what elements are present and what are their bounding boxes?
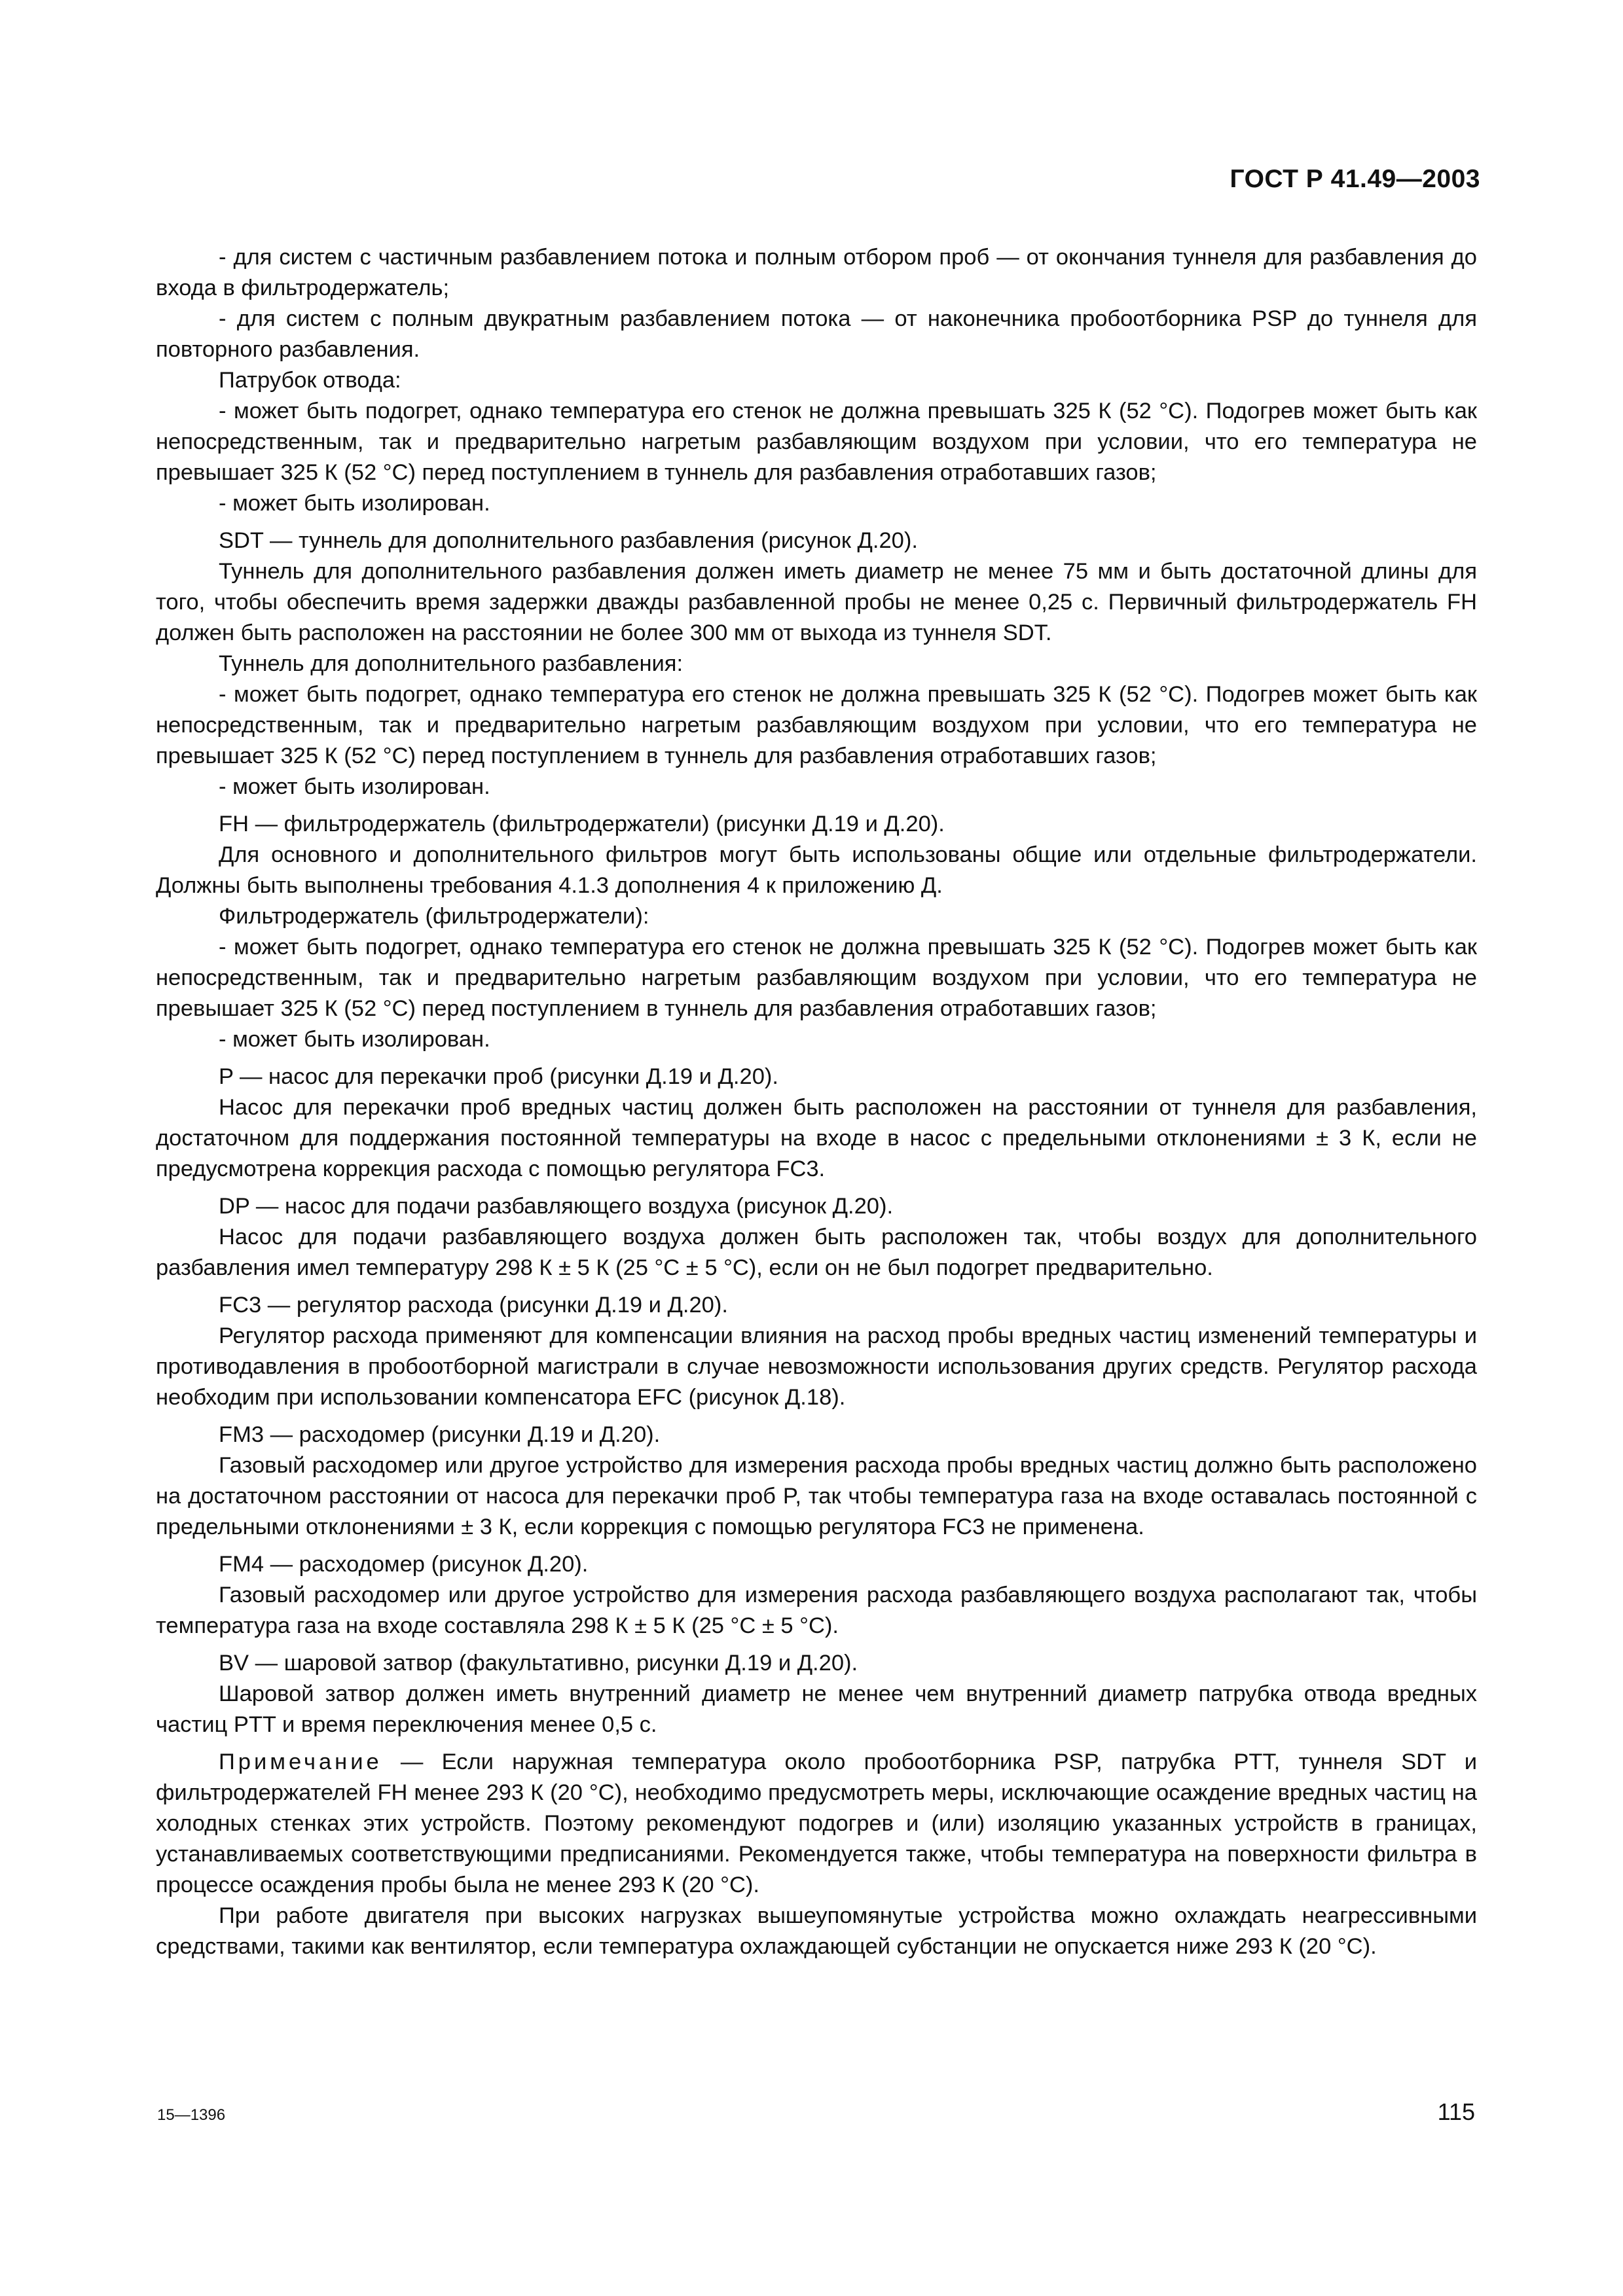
- standard-code-header: ГОСТ Р 41.49—2003: [1230, 165, 1480, 193]
- document-body: [156, 242, 1477, 1962]
- paragraph: - может быть изолирован.: [219, 1027, 490, 1052]
- paragraph: Насос для перекачки проб вредных частиц должен быть расположен на расстоянии от туннеля для разбавления, достаточном для поддержания постоянной температуры на входе в насос с предельными отклонениями ± 3 К, если не предусмотрена коррекция расхода с помощью регулятора FC3.: [156, 1095, 1477, 1181]
- paragraph: BV — шаровой затвор (факультативно, рисунки Д.19 и Д.20).: [219, 1651, 858, 1676]
- paragraph: P — насос для перекачки проб (рисунки Д.19 и Д.20).: [219, 1064, 778, 1089]
- paragraph: DP — насос для подачи разбавляющего воздуха (рисунок Д.20).: [219, 1194, 894, 1219]
- page-number: 115: [1437, 2098, 1475, 2125]
- note-paragraph: [156, 1747, 1477, 1901]
- paragraph: FM4 — расходомер (рисунок Д.20).: [219, 1552, 589, 1577]
- paragraph: FH — фильтродержатель (фильтродержатели) (рисунки Д.19 и Д.20).: [219, 812, 945, 836]
- paragraph: Фильтродержатель (фильтродержатели):: [219, 904, 649, 929]
- paragraph: - для систем с частичным разбавлением потока и полным отбором проб — от окончания туннеля для разбавления до входа в фильтродержатель;: [156, 245, 1477, 300]
- paragraph: - для систем с полным двукратным разбавлением потока — от наконечника пробоотборника PSP до туннеля для повторного разбавления.: [156, 306, 1477, 362]
- paragraph: FM3 — расходомер (рисунки Д.19 и Д.20).: [219, 1422, 661, 1447]
- paragraph: Для основного и дополнительного фильтров могут быть использованы общие или отдельные фильтродержатели. Должны быть выполнены требования 4.1.3 дополнения 4 к приложению Д.: [156, 842, 1477, 898]
- paragraph: Патрубок отвода:: [219, 368, 401, 393]
- paragraph: Газовый расходомер или другое устройство для измерения расхода разбавляющего воздуха располагают так, чтобы температура газа на входе составляла 298 К ± 5 К (25 °С ± 5 °С).: [156, 1583, 1477, 1638]
- paragraph: Газовый расходомер или другое устройство для измерения расхода пробы вредных частиц должно быть расположено на достаточном расстоянии от насоса для перекачки проб P, так чтобы температура газа на входе оставалась постоянной с предельными отклонениями ± 3 К, если коррекция с помощью регулятора FC3 не применена.: [156, 1453, 1477, 1539]
- note-label: Примечание: [219, 1749, 382, 1774]
- paragraph: Туннель для дополнительного разбавления:: [219, 651, 684, 676]
- paragraph: - может быть изолирован.: [219, 774, 490, 799]
- paragraph: - может быть подогрет, однако температура его стенок не должна превышать 325 К (52 °С). Подогрев может быть как непосредственным, так и предварительно нагретым разбавляющим воздухом при условии, что его температура не превышает 325 К (52 °С) перед поступлением в туннель для разбавления отработавших газов;: [156, 399, 1477, 485]
- paragraph: Регулятор расхода применяют для компенсации влияния на расход пробы вредных частиц изменений температуры и противодавления в пробоотборной магистрали в случае невозможности использования других средств. Регулятор расхода необходим при использовании компенсатора EFC (рисунок Д.18).: [156, 1323, 1477, 1410]
- paragraph: При работе двигателя при высоких нагрузках вышеупомянутые устройства можно охлаждать неагрессивными средствами, такими как вентилятор, если температура охлаждающей субстанции не опускается ниже 293 К (20 °С).: [156, 1903, 1477, 1959]
- paragraph: - может быть изолирован.: [219, 491, 490, 516]
- paragraph: Шаровой затвор должен иметь внутренний диаметр не менее чем внутренний диаметр патрубка отвода вредных частиц PTT и время переключения менее 0,5 с.: [156, 1681, 1477, 1737]
- print-code: 15—1396: [157, 2106, 226, 2124]
- paragraph: SDT — туннель для дополнительного разбавления (рисунок Д.20).: [219, 528, 918, 553]
- paragraph: - может быть подогрет, однако температура его стенок не должна превышать 325 К (52 °С). Подогрев может быть как непосредственным, так и предварительно нагретым разбавляющим воздухом при условии, что его температура не превышает 325 К (52 °С) перед поступлением в туннель для разбавления отработавших газов;: [156, 935, 1477, 1021]
- paragraph: - может быть подогрет, однако температура его стенок не должна превышать 325 К (52 °С). Подогрев может быть как непосредственным, так и предварительно нагретым разбавляющим воздухом при условии, что его температура не превышает 325 К (52 °С) перед поступлением в туннель для разбавления отработавших газов;: [156, 682, 1477, 768]
- paragraph: Туннель для дополнительного разбавления должен иметь диаметр не менее 75 мм и быть достаточной длины для того, чтобы обеспечить время задержки дважды разбавленной пробы не менее 0,25 с. Первичный фильтродержатель FH должен быть расположен на расстоянии не более 300 мм от выхода из туннеля SDT.: [156, 559, 1477, 645]
- paragraph: FC3 — регулятор расхода (рисунки Д.19 и Д.20).: [219, 1293, 728, 1318]
- note-text: — Если наружная температура около пробоотборника PSP, патрубка PTT, туннеля SDT и фильтродержателей FH менее 293 К (20 °С), необходимо предусмотреть меры, исключающие осаждение вредных частиц на холодных стенках этих устройств. Поэтому рекомендуют подогрев и (или) изоляцию указанных устройств в границах, устанавливаемых соответствующими предписаниями. Рекомендуется также, чтобы температура на поверхности фильтра в процессе осаждения пробы была не менее 293 К (20 °С).: [156, 1749, 1477, 1897]
- paragraph: Насос для подачи разбавляющего воздуха должен быть расположен так, чтобы воздух для дополнительного разбавления имел температуру 298 К ± 5 К (25 °С ± 5 °С), если он не был подогрет предварительно.: [156, 1225, 1477, 1280]
